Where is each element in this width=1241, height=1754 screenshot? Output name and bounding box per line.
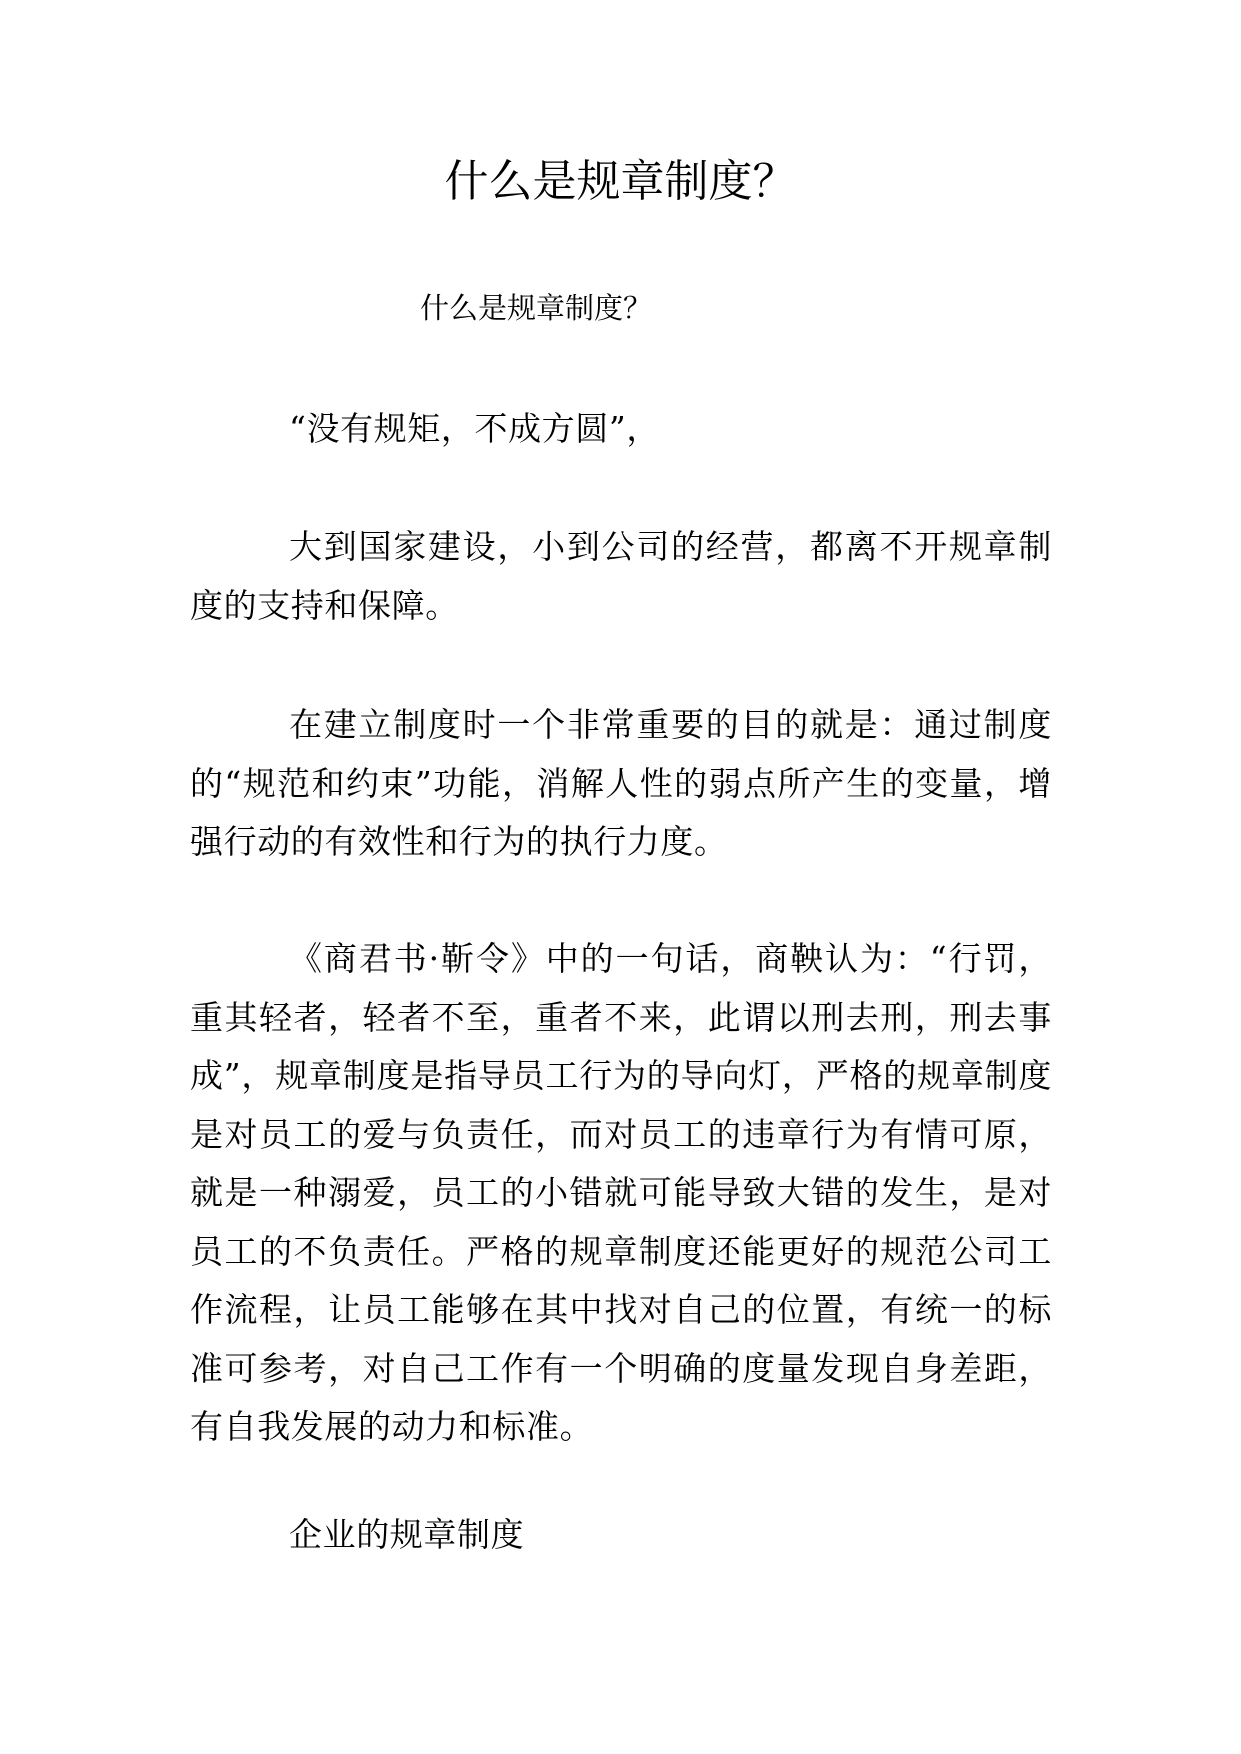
document-title: 什么是规章制度？: [444, 156, 797, 207]
document-subtitle: 什么是规章制度？: [420, 291, 653, 325]
section-heading-enterprise-rules: 企业的规章制度: [289, 1515, 525, 1554]
paragraph-support: 大到国家建设，小到公司的经营，都离不开规章制度的支持和保障。: [190, 527, 1052, 625]
paragraph-shangjun: 《商君书·靳令》中的一句话，商鞅认为：“行罚，重其轻者，轻者不至，重者不来，此谓以刑去刑，刑去事成”，规章制度是指导员工行为的导向灯，严格的规章制度是对员工的爱与负责任，而对员工的违章行为有情可原，就是一种溺爱，员工的小错就可能导致大错的发生，是对员工的不负责任。严格的规章制度还能更好的规范公司工作流程，让员工能够在其中找对自己的位置，有统一的标准可参考，对自己工作有一个明确的度量发现自身差距，有自我发展的动力和标准。: [190, 939, 1052, 1446]
paragraph-proverb: “没有规矩，不成方圆”，: [289, 409, 660, 448]
paragraph-purpose: 在建立制度时一个非常重要的目的就是：通过制度的“规范和约束”功能，消解人性的弱点所产生的变量，增强行动的有效性和行为的执行力度。: [190, 705, 1052, 861]
